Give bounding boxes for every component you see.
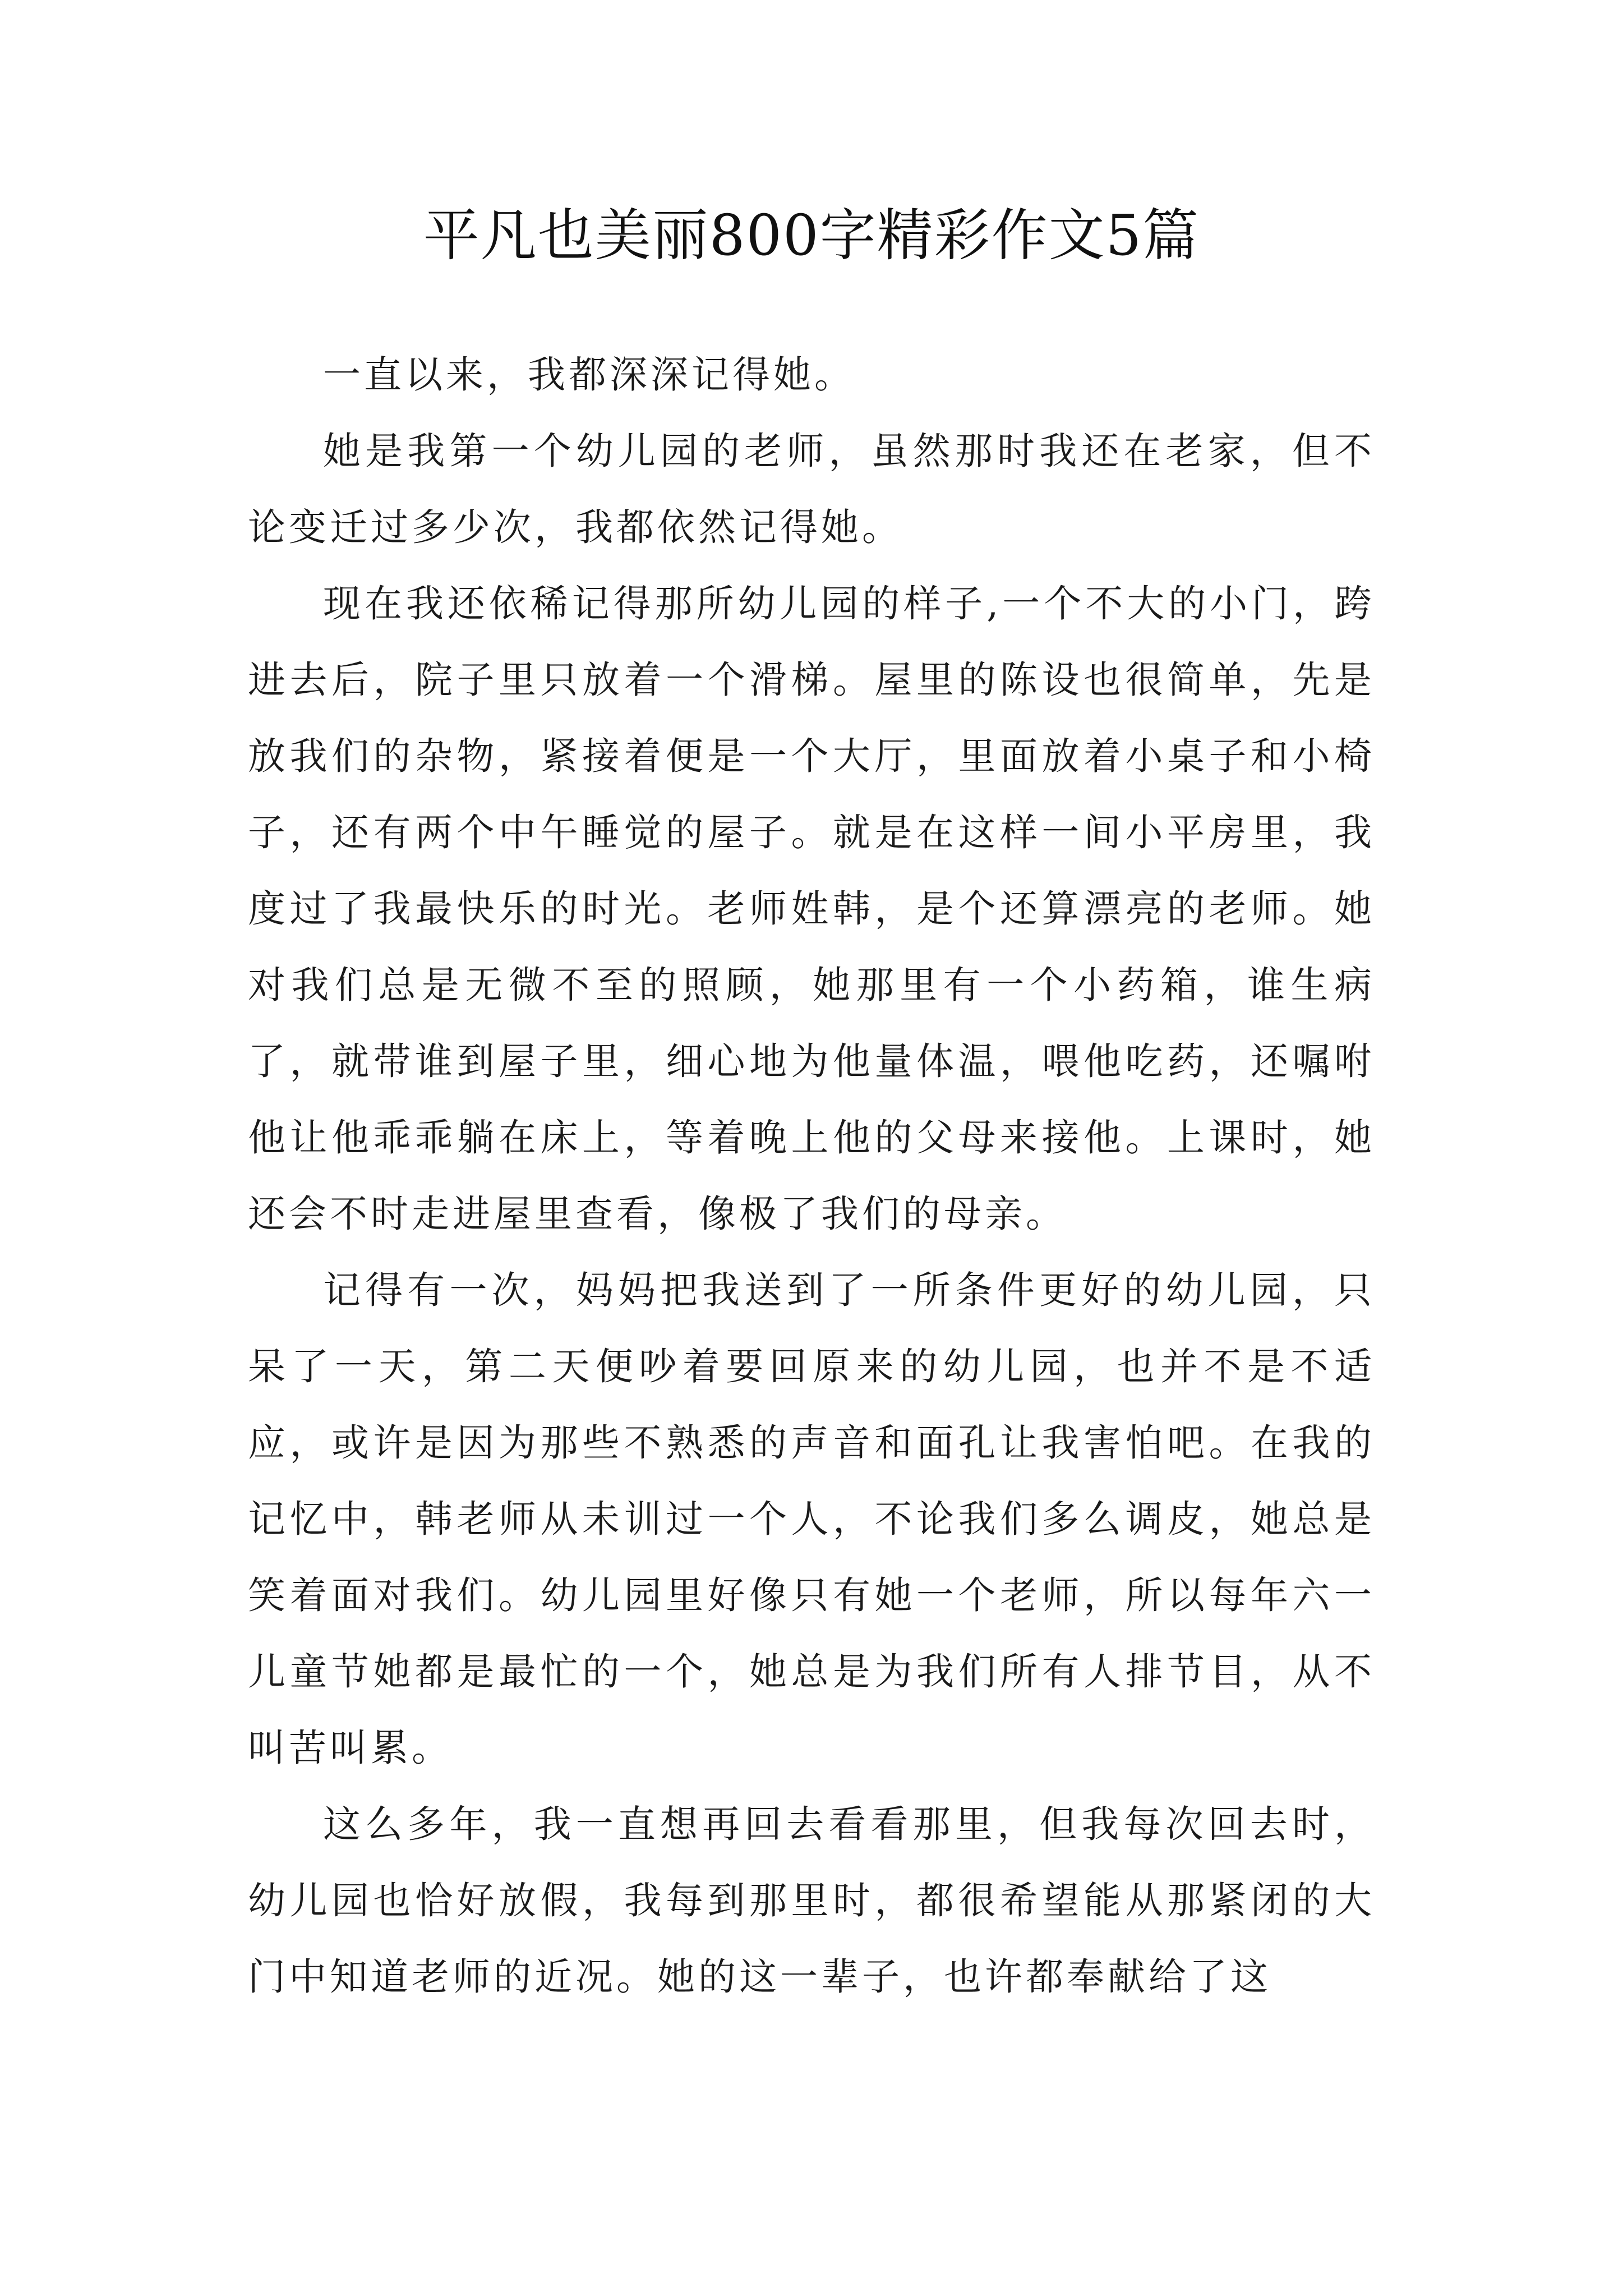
paragraph-3: 现在我还依稀记得那所幼儿园的样子,一个不大的小门，跨进去后，院子里只放着一个滑梯。屋里的陈设也很简单，先是放我们的杂物，紧接着便是一个大厅，里面放着小桌子和小椅子，还有两个中午睡觉的屋子。就是在这样一间小平房里，我度过了我最快乐的时光。老师姓韩，是个还算漂亮的老师。她对我们总是无微不至的照顾，她那里有一个小药箱，谁生病了，就带谁到屋子里，细心地为他量体温，喂他吃药，还嘱咐他让他乖乖躺在床上，等着晚上他的父母来接他。上课时，她还会不时走进屋里查看，像极了我们的母亲。 [248, 582, 1375, 1236]
paragraph-1: 一直以来，我都深深记得她。 [323, 353, 855, 397]
document-title: 平凡也美丽800字精彩作文5篇 [423, 203, 1200, 268]
document-body [248, 337, 1375, 2015]
paragraph-5: 这么多年，我一直想再回去看看那里，但我每次回去时，幼儿园也恰好放假，我每到那里时，都很希望能从那紧闭的大门中知道老师的近况。她的这一辈子，也许都奉献给了这 [248, 1802, 1375, 1999]
paragraph-2: 她是我第一个幼儿园的老师，虽然那时我还在老家，但不论变迁过多少次，我都依然记得她。 [248, 429, 1375, 549]
paragraph-4: 记得有一次，妈妈把我送到了一所条件更好的幼儿园，只呆了一天，第二天便吵着要回原来的幼儿园，也并不是不适应，或许是因为那些不熟悉的声音和面孔让我害怕吧。在我的记忆中，韩老师从未训过一个人，不论我们多么调皮，她总是笑着面对我们。幼儿园里好像只有她一个老师，所以每年六一儿童节她都是最忙的一个，她总是为我们所有人排节目，从不叫苦叫累。 [248, 1268, 1375, 1770]
